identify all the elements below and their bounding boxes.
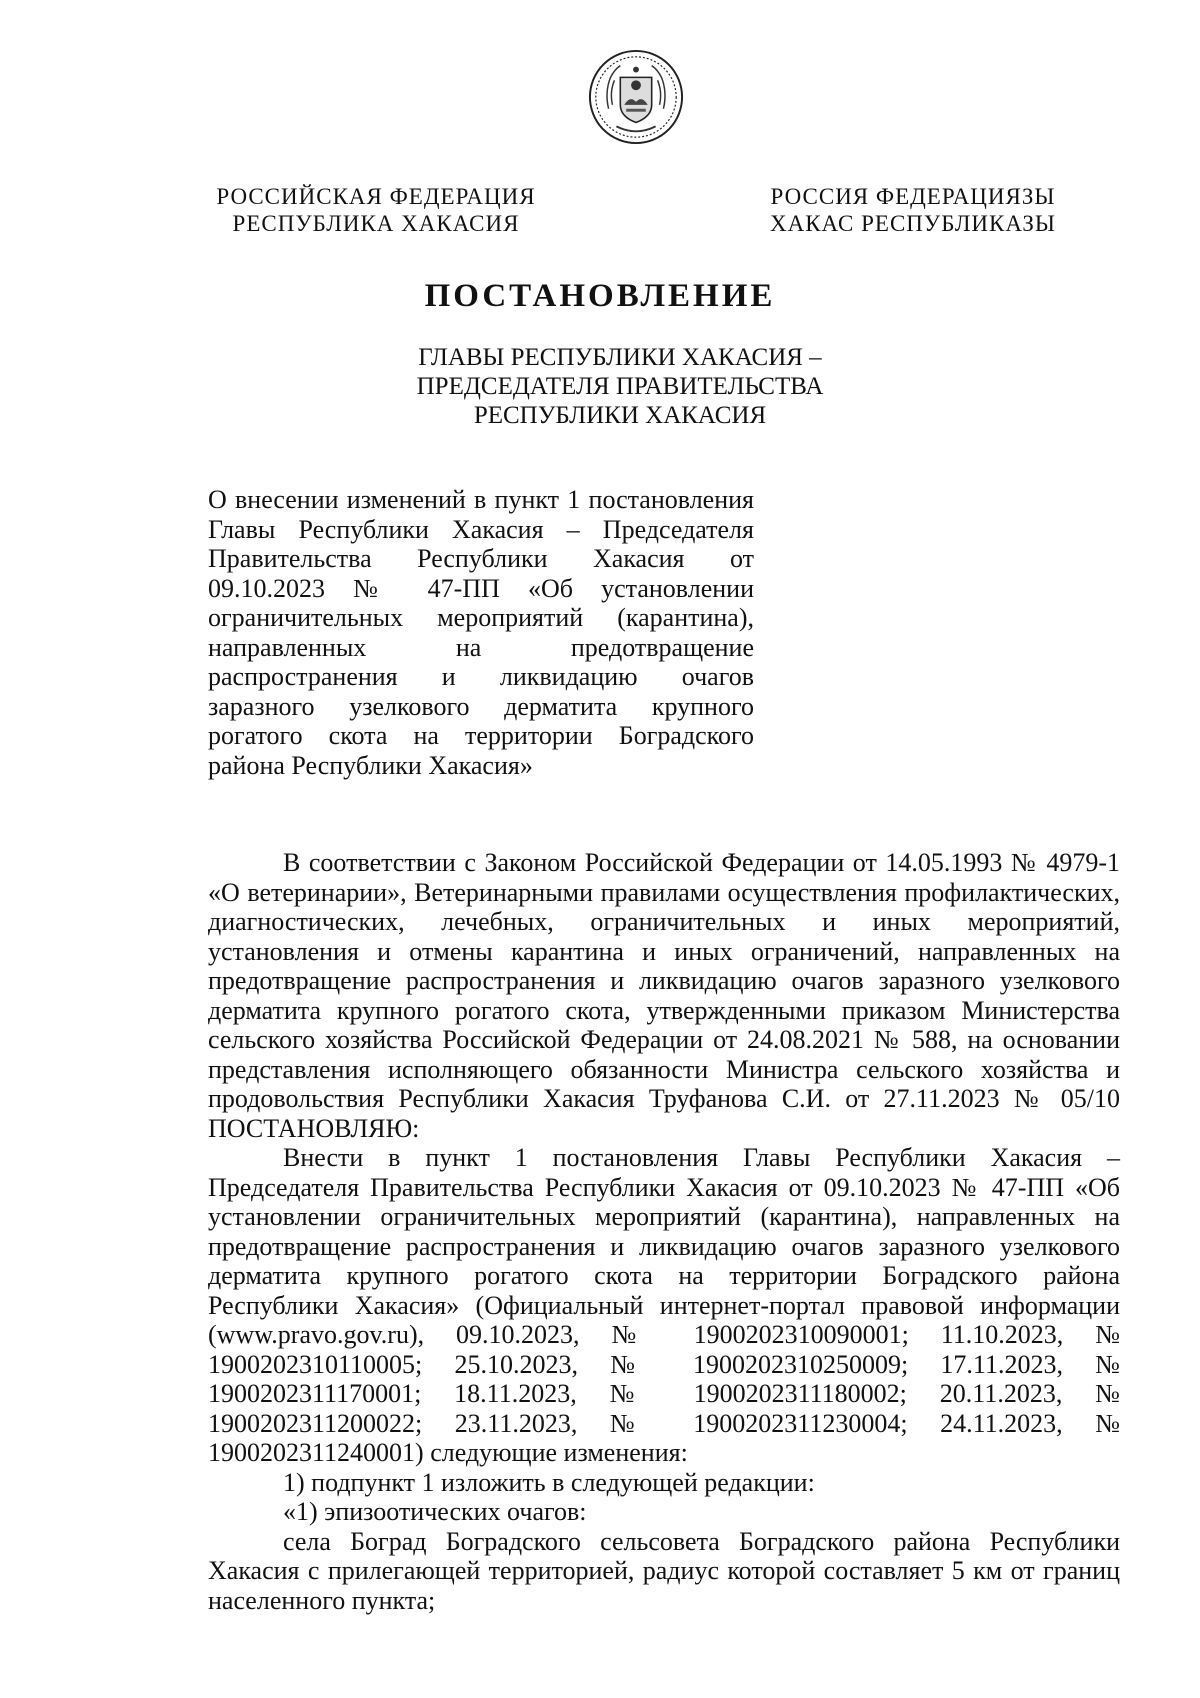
issuer-block [380, 343, 860, 430]
issuer-line-2: ПРЕДСЕДАТЕЛЯ ПРАВИТЕЛЬСТВА [416, 373, 824, 400]
document-title: ПОСТАНОВЛЕНИЕ [424, 278, 776, 314]
paragraph-village-bograd: села Боград Боградского сельсовета Боградского района Республики Хакасия с прилегающей территорией, радиус которой составляет 5 км от границ населенного пункта; [208, 1526, 1120, 1615]
header-right-line-1: РОССИЯ ФЕДЕРАЦИЯЗЫ [770, 184, 1056, 209]
issuer-line-1: ГЛАВЫ РЕСПУБЛИКИ ХАКАСИЯ – [418, 344, 822, 371]
header-left-line-2: РЕСПУБЛИКА ХАКАСИЯ [232, 211, 520, 236]
header-right [738, 183, 1088, 237]
paragraph-preamble: В соответствии с Законом Российской Федерации от 14.05.1993 № 4979-1 «О ветеринарии», Ветеринарными правилами осуществления профилактических, диагностических, лечебных, ограничительных и иных мероприятий, установления и отмены карантина и иных ограничений, направленных на предотвращение распространения и ликвидацию очагов заразного узелкового дерматита крупного рогатого скота, утвержденными приказом Министерства сельского хозяйства Российской Федерации от 24.08.2021 № 588, на основании представления исполняющего обязанности Министра сельского хозяйства и продовольствия Республики Хакасия Труфанова С.И. от 27.11.2023 № 05/10 ПОСТАНОВЛЯЮ: [208, 848, 1120, 1143]
header-right-line-2: ХАКАС РЕСПУБЛИКАЗЫ [770, 211, 1056, 236]
coat-of-arms-emblem [587, 48, 685, 146]
document-body [208, 848, 1120, 1615]
document-subject: О внесении изменений в пункт 1 постановления Главы Республики Хакасия – Председателя Правительства Республики Хакасия от 09.10.2023 № 47-ПП «Об установлении ограничительных мероприятий (карантина), направленных на предотвращение распространения и ликвидацию очагов заразного узелкового дерматита крупного рогатого скота на территории Боградского района Республики Хакасия» [208, 485, 754, 780]
paragraph-amendment: Внести в пункт 1 постановления Главы Республики Хакасия – Председателя Правительства Республики Хакасия от 09.10.2023 № 47-ПП «Об установлении ограничительных мероприятий (карантина), направленных на предотвращение распространения и ликвидацию очагов заразного узелкового дерматита крупного рогатого скота на территории Боградского района Республики Хакасия» (Официальный интернет-портал правовой информации (www.pravo.gov.ru), 09.10.2023, № 1900202310090001; 11.10.2023, № 1900202310110005; 25.10.2023, № 1900202310250009; 17.11.2023, № 1900202311170001; 18.11.2023, № 1900202311180002; 20.11.2023, № 1900202311200022; 23.11.2023, № 1900202311230004; 24.11.2023, № 1900202311240001) следующие изменения: [208, 1143, 1120, 1467]
paragraph-subitem-1: 1) подпункт 1 изложить в следующей редакции: [283, 1467, 815, 1497]
issuer-line-3: РЕСПУБЛИКИ ХАКАСИЯ [473, 402, 767, 429]
header-left-line-1: РОССИЙСКАЯ ФЕДЕРАЦИЯ [216, 184, 536, 209]
header-left [206, 183, 546, 237]
paragraph-epizootic-foci: «1) эпизоотических очагов: [283, 1497, 587, 1526]
